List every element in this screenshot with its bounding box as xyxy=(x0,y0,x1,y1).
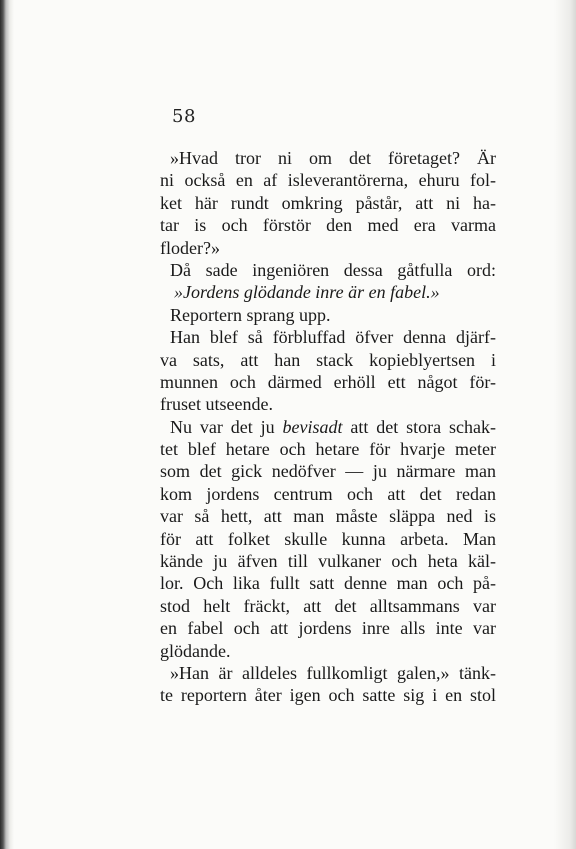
text-line: ket här rundt omkring påstår, att ni ha- xyxy=(160,192,496,213)
text-line: kom jordens centrum och att det redan xyxy=(160,483,496,504)
text-line: »Hvad tror ni om det företaget? Är xyxy=(170,148,496,168)
text-line: te reportern åter igen och satte sig i en stol xyxy=(160,685,496,706)
text-line: Han blef så förbluffad öfver denna djärf- xyxy=(170,327,496,348)
body-text xyxy=(160,147,496,707)
text-line: Då sade ingeniören dessa gåtfulla ord: xyxy=(170,259,496,280)
text-line: Reportern sprang upp. xyxy=(170,304,331,325)
text-segment: Nu var det ju xyxy=(170,416,283,437)
text-line: kände ju äfven till vulkaner och heta käl- xyxy=(160,551,496,572)
text-line: ni också en af isleverantörerna, ehuru fol- xyxy=(160,170,496,191)
text-line: fruset utseende. xyxy=(160,394,273,415)
text-line: för att folket skulle kunna arbeta. Man xyxy=(160,528,496,549)
text-line: glödande. xyxy=(160,640,231,661)
page-number: 58 xyxy=(172,106,196,127)
emphasis-word: bevisadt xyxy=(282,416,343,437)
text-line: floder?» xyxy=(160,237,220,258)
text-segment: att det stora schak- xyxy=(342,416,496,437)
text-line: tet blef hetare och hetare för hvarje meter xyxy=(160,439,496,460)
text-line: var så hett, att man måste släppa ned is xyxy=(160,506,496,527)
text-line: tar is och förstör den med era varma xyxy=(160,215,496,236)
page-edge xyxy=(554,0,576,849)
binding-shadow xyxy=(0,0,14,849)
text-line: »Han är alldeles fullkomligt galen,» tänk- xyxy=(170,662,496,683)
italic-quote-line: »Jordens glödande inre är en fabel.» xyxy=(174,282,440,303)
text-line: som det gick nedöfver — ju närmare man xyxy=(160,461,496,482)
text-line: munnen och därmed erhöll ett något för- xyxy=(160,371,496,392)
text-line: en fabel och att jordens inre alls inte var xyxy=(160,618,496,639)
text-line: stod helt fräckt, att det alltsammans var xyxy=(160,595,496,616)
text-line: va sats, att han stack kopieblyertsen i xyxy=(160,349,496,370)
text-line: lor. Och lika fullt satt denne man och på- xyxy=(160,573,496,594)
text-line-with-emphasis xyxy=(160,416,496,438)
